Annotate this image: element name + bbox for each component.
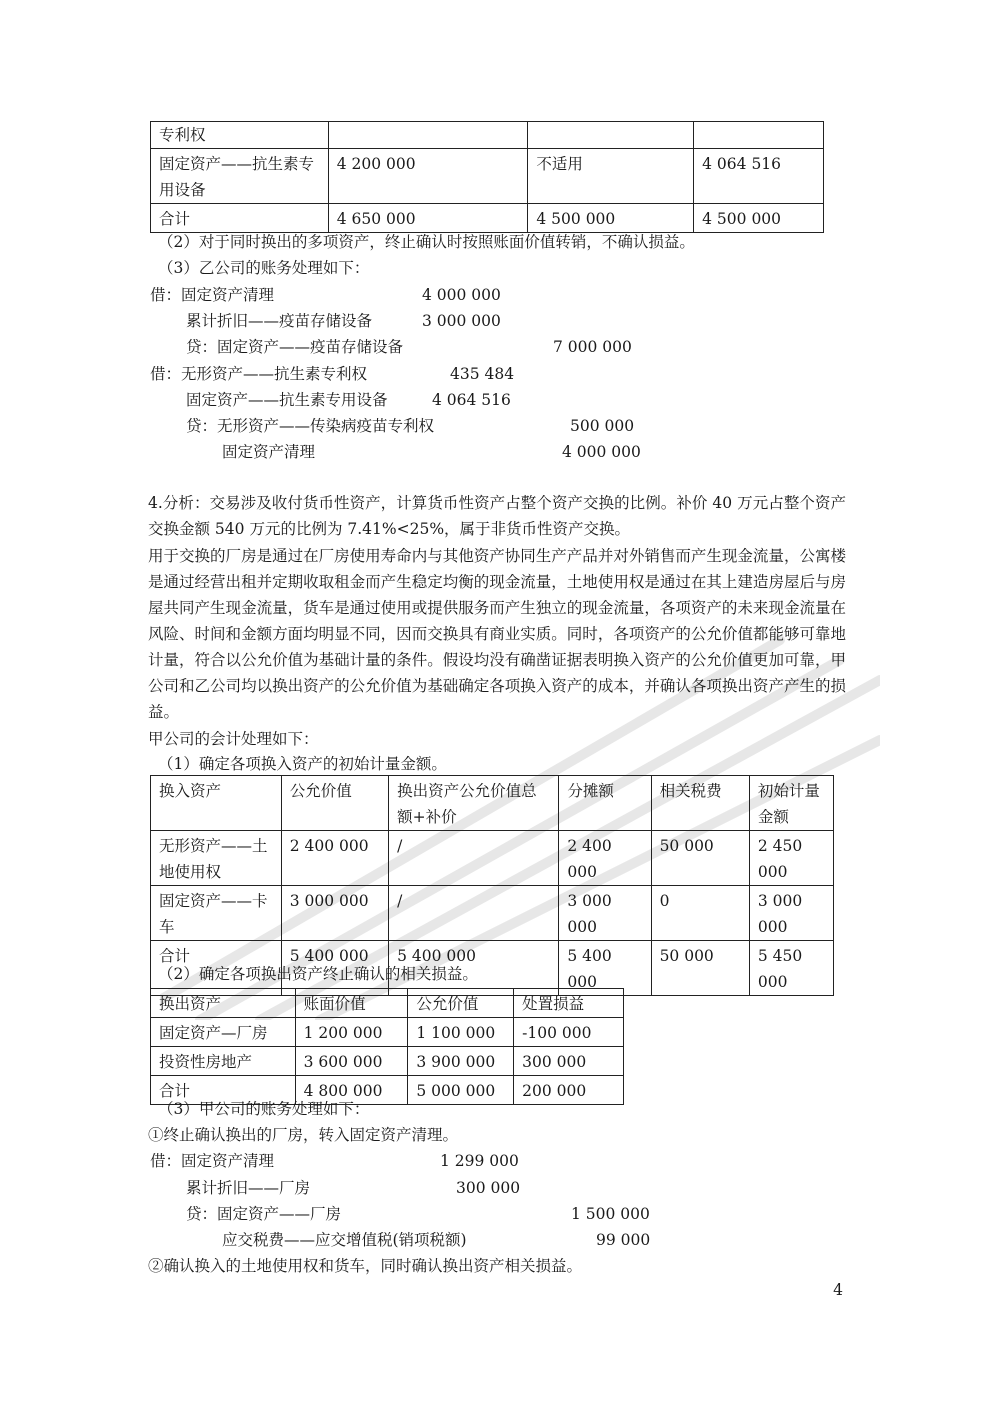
table-cell: 4 064 516 [694, 149, 824, 204]
text-line: 甲公司的会计处理如下： [148, 730, 319, 748]
table-row [151, 149, 824, 204]
entry-amount: 1 500 000 [571, 1205, 650, 1223]
table-cell: -100 000 [514, 1018, 624, 1047]
table-row [151, 1018, 624, 1047]
text-line: （2）对于同时换出的多项资产，终止确认时按照账面价值转销，不确认损益。 [158, 233, 695, 251]
entry-amount: 300 000 [456, 1179, 521, 1197]
column-header: 换入资产 [151, 776, 282, 831]
table-cell: 5 400 000 [281, 941, 388, 996]
table-cell: 5 400 000 [389, 941, 559, 996]
table-cell: 合计 [151, 204, 329, 233]
table-cell: 200 000 [514, 1076, 624, 1105]
table-cell: / [389, 886, 559, 941]
column-header: 公允价值 [281, 776, 388, 831]
table-cell: 固定资产—厂房 [151, 1018, 296, 1047]
table-cell: 1 100 000 [408, 1018, 514, 1047]
table-cell: 4 200 000 [328, 149, 528, 204]
table-cell: 专利权 [151, 122, 329, 149]
entry-amount: 99 000 [596, 1231, 651, 1249]
column-header: 分摊额 [559, 776, 651, 831]
table-cell: 5 450 000 [749, 941, 833, 996]
table-cell: 2 400 000 [559, 831, 651, 886]
text-line: ①终止确认换出的厂房，转入固定资产清理。 [148, 1126, 459, 1144]
text-line: （3）乙公司的账务处理如下： [158, 259, 370, 277]
table-cell: 无形资产——土地使用权 [151, 831, 282, 886]
table-cell [528, 122, 694, 149]
table-header-row [151, 776, 834, 831]
page-number: 4 [833, 1281, 843, 1299]
top-table [150, 121, 824, 233]
table-cell: 1 200 000 [295, 1018, 408, 1047]
entry-amount: 3 000 000 [422, 312, 501, 330]
table-cell: 3 000 000 [281, 886, 388, 941]
entry-label: 贷：固定资产——疫苗存储设备 [186, 338, 404, 356]
table-cell: 合计 [151, 941, 282, 996]
text-line: （3）甲公司的账务处理如下： [158, 1100, 370, 1118]
table-cell: 4 500 000 [528, 204, 694, 233]
table-cell [328, 122, 528, 149]
table-cell: 3 000 000 [559, 886, 651, 941]
table-cell: 2 450 000 [749, 831, 833, 886]
table-cell: 固定资产——卡车 [151, 886, 282, 941]
table-cell: 50 000 [651, 831, 749, 886]
text-line: （2）确定各项换出资产终止确认的相关损益。 [158, 965, 478, 983]
column-header: 换出资产公允价值总额+补价 [389, 776, 559, 831]
table-cell: 50 000 [651, 941, 749, 996]
entry-label: 借：固定资产清理 [150, 1152, 275, 1170]
table-cell: 300 000 [514, 1047, 624, 1076]
table-cell: 5 000 000 [408, 1076, 514, 1105]
table-cell: 5 400 000 [559, 941, 651, 996]
column-header: 公允价值 [408, 989, 514, 1018]
table-cell: / [389, 831, 559, 886]
text-line: ②确认换入的土地使用权和货车，同时确认换出资产相关损益。 [148, 1257, 583, 1275]
column-header: 处置损益 [514, 989, 624, 1018]
entry-amount: 4 000 000 [422, 286, 501, 304]
table-cell: 3 900 000 [408, 1047, 514, 1076]
column-header: 初始计量金额 [749, 776, 833, 831]
entry-label: 固定资产——抗生素专用设备 [186, 391, 388, 409]
table-outgoing-assets [150, 988, 624, 1105]
analysis-paragraph: 4.分析：交易涉及收付货币性资产，计算货币性资产占整个资产交换的比例。补价 40 万元占整个资产交换金额 540 万元的比例为 7.41%<25%，属于非货币性资产交换。 [148, 494, 846, 538]
table-cell: 合计 [151, 1076, 296, 1105]
entry-amount: 1 299 000 [440, 1152, 519, 1170]
body-paragraph: 用于交换的厂房是通过在厂房使用寿命内与其他资产协同生产产品并对外销售而产生现金流量，公寓楼是通过经营出租并定期收取租金而产生稳定均衡的现金流量，土地使用权是通过在其上建造房屋后与房屋共同产生现金流量，货车是通过使用或提供服务而产生独立的现金流量，各项资产的未来现金流量在风险、时间和金额方面均明显不同，因而交换具有商业实质。同时，各项资产的公允价值都能够可靠地计量，符合以公允价值为基础计量的条件。假设均没有确凿证据表明换入资产的公允价值更加可靠，甲公司和乙公司均以换出资产的公允价值为基础确定各项换入资产的成本，并确认各项换出资产产生的损益。 [148, 547, 846, 721]
column-header: 相关税费 [651, 776, 749, 831]
table-row [151, 122, 824, 149]
table-row [151, 831, 834, 886]
entry-label: 累计折旧——疫苗存储设备 [186, 312, 373, 330]
table-cell: 4 500 000 [694, 204, 824, 233]
table-header-row [151, 989, 624, 1018]
entry-amount: 4 000 000 [562, 443, 641, 461]
entry-label: 贷：固定资产——厂房 [186, 1205, 342, 1223]
entry-label: 固定资产清理 [222, 443, 316, 461]
entry-amount: 7 000 000 [553, 338, 632, 356]
entry-amount: 4 064 516 [432, 391, 511, 409]
column-header: 换出资产 [151, 989, 296, 1018]
table-row [151, 1047, 624, 1076]
table-cell: 4 650 000 [328, 204, 528, 233]
text-line: （1）确定各项换入资产的初始计量金额。 [158, 755, 447, 773]
table-cell: 固定资产——抗生素专用设备 [151, 149, 329, 204]
entry-label: 累计折旧——厂房 [186, 1179, 311, 1197]
table-cell: 0 [651, 886, 749, 941]
entry-amount: 435 484 [450, 365, 515, 383]
table-cell: 3 600 000 [295, 1047, 408, 1076]
table-cell: 不适用 [528, 149, 694, 204]
entry-label: 借：无形资产——抗生素专利权 [150, 365, 368, 383]
table-row [151, 886, 834, 941]
table-cell [694, 122, 824, 149]
table-cell: 2 400 000 [281, 831, 388, 886]
entry-label: 贷：无形资产——传染病疫苗专利权 [186, 417, 435, 435]
entry-label: 应交税费——应交增值税(销项税额) [222, 1231, 467, 1249]
table-cell: 4 800 000 [295, 1076, 408, 1105]
table-cell: 投资性房地产 [151, 1047, 296, 1076]
entry-amount: 500 000 [570, 417, 635, 435]
table-cell: 3 000 000 [749, 886, 833, 941]
entry-label: 借：固定资产清理 [150, 286, 275, 304]
column-header: 账面价值 [295, 989, 408, 1018]
